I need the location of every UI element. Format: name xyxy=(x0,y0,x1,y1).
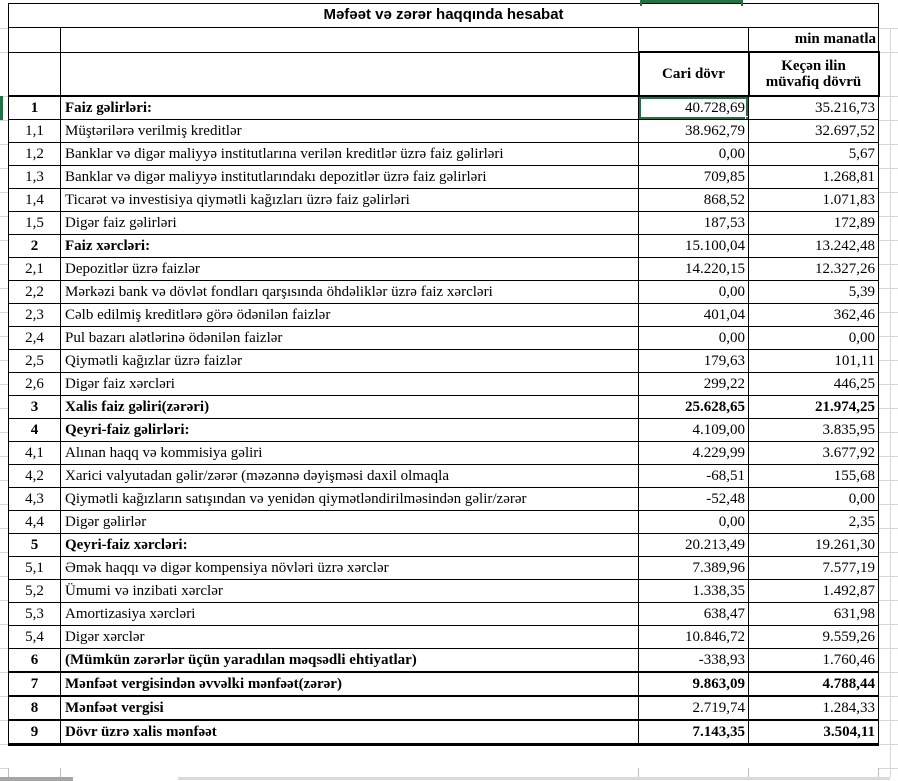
cell-empty[interactable] xyxy=(61,52,639,96)
cell-row-number[interactable]: 2,4 xyxy=(9,327,61,350)
cell-row-number[interactable]: 2,3 xyxy=(9,304,61,327)
cell-row-number[interactable]: 3 xyxy=(9,396,61,419)
rows-body xyxy=(9,4,879,745)
column-header-previous-line2: müvafiq dövrü xyxy=(765,74,862,90)
cell-current-value[interactable]: 38.962,79 xyxy=(639,120,749,143)
cell-previous-value[interactable]: 172,89 xyxy=(749,212,879,235)
table-row xyxy=(9,96,879,120)
cell-previous-value[interactable]: 362,46 xyxy=(749,304,879,327)
cell-current-value[interactable]: 0,00 xyxy=(639,281,749,304)
cell-previous-value[interactable]: 2,35 xyxy=(749,511,879,534)
cell-label[interactable]: Digər gəlirlər xyxy=(61,511,639,534)
cell-current-value[interactable]: 0,00 xyxy=(639,327,749,350)
cell-row-number[interactable]: 1,1 xyxy=(9,120,61,143)
table-row xyxy=(9,350,879,373)
cell-label[interactable]: Amortizasiya xərcləri xyxy=(61,603,639,626)
table-row xyxy=(9,281,879,304)
table-row xyxy=(9,120,879,143)
table-row xyxy=(9,511,879,534)
cell-current-value[interactable]: 20.213,49 xyxy=(639,534,749,557)
cell-label[interactable]: Banklar və digər maliyyə institutlarına verilən kreditlər üzrə faiz gəlirləri xyxy=(61,143,639,166)
cell-current-value[interactable]: 1.338,35 xyxy=(639,580,749,603)
table-row xyxy=(9,696,879,720)
title-row xyxy=(9,4,879,28)
cell-label[interactable]: Xalis faiz gəliri(zərəri) xyxy=(61,396,639,419)
cell-current-value[interactable]: 7.389,96 xyxy=(639,557,749,580)
cell-label[interactable]: Mərkəzi bank və dövlət fondları qarşısında öhdəliklər üzrə faiz xərcləri xyxy=(61,281,639,304)
cell-current-value[interactable]: -52,48 xyxy=(639,488,749,511)
cell-previous-value[interactable]: 3.504,11 xyxy=(749,720,879,745)
table-row xyxy=(9,327,879,350)
table-row xyxy=(9,166,879,189)
cell-current-value[interactable]: 868,52 xyxy=(639,189,749,212)
cell-previous-value[interactable]: 7.577,19 xyxy=(749,557,879,580)
cell-current-value[interactable]: 10.846,72 xyxy=(639,626,749,649)
gridline xyxy=(878,28,898,29)
cell-previous-value[interactable]: 5,67 xyxy=(749,143,879,166)
gridline xyxy=(638,768,639,777)
cell-row-number[interactable]: 6 xyxy=(9,649,61,673)
cell-row-number[interactable]: 4,1 xyxy=(9,442,61,465)
cell-label[interactable]: Xarici valyutadan gəlir/zərər (məzənnə dəyişməsi daxil olmaqla xyxy=(61,465,639,488)
cell-current-value[interactable]: 401,04 xyxy=(639,304,749,327)
bottom-partial-cell-dark xyxy=(0,777,73,781)
cell-row-number[interactable]: 9 xyxy=(9,720,61,745)
table-row xyxy=(9,304,879,327)
cell-previous-value[interactable]: 1.760,46 xyxy=(749,649,879,673)
cell-previous-value[interactable]: 5,39 xyxy=(749,281,879,304)
cell-current-value[interactable]: 4.229,99 xyxy=(639,442,749,465)
cell-previous-value[interactable]: 1.071,83 xyxy=(749,189,879,212)
cell-current-value[interactable]: 2.719,74 xyxy=(639,696,749,720)
cell-label[interactable]: (Mümkün zərərlər üçün yaradılan məqsədli ehtiyatlar) xyxy=(61,649,639,673)
cell-previous-value[interactable]: 4.788,44 xyxy=(749,672,879,696)
cell-previous-value[interactable]: 0,00 xyxy=(749,488,879,511)
table-row xyxy=(9,534,879,557)
cell-row-number[interactable]: 1 xyxy=(9,96,61,120)
cell-row-number[interactable]: 2,6 xyxy=(9,373,61,396)
cell-previous-value[interactable]: 3.835,95 xyxy=(749,419,879,442)
cell-current-value[interactable]: 7.143,35 xyxy=(639,720,749,745)
table-row xyxy=(9,143,879,166)
fill-handle-icon[interactable] xyxy=(745,116,749,120)
cell-current-value[interactable]: 299,22 xyxy=(639,373,749,396)
cell-row-number[interactable]: 5,3 xyxy=(9,603,61,626)
unit-note[interactable]: min manatla xyxy=(749,28,879,53)
column-header-current[interactable]: Cari dövr xyxy=(639,52,749,96)
column-header-previous-line1: Keçən ilin xyxy=(781,57,846,74)
table-row xyxy=(9,396,879,419)
cell-label[interactable]: Digər xərclər xyxy=(61,626,639,649)
cell-current-value[interactable]: 14.220,15 xyxy=(639,258,749,281)
cell-empty[interactable] xyxy=(639,28,749,53)
cell-label[interactable]: Banklar və digər maliyyə institutlarındakı depozitlər üzrə faiz gəlirləri xyxy=(61,166,639,189)
cell-empty[interactable] xyxy=(9,28,61,53)
report-table xyxy=(8,3,880,746)
cell-row-number[interactable]: 1,5 xyxy=(9,212,61,235)
gridline xyxy=(0,28,8,29)
cell-current-value[interactable]: 187,53 xyxy=(639,212,749,235)
cell-label[interactable]: Cəlb edilmiş kreditlərə görə ödənilən faizlər xyxy=(61,304,639,327)
bottom-partial-cell-light xyxy=(178,777,890,780)
gridline xyxy=(890,28,891,777)
table-row xyxy=(9,373,879,396)
cell-current-value[interactable]: 709,85 xyxy=(639,166,749,189)
cell-current-value[interactable]: 179,63 xyxy=(639,350,749,373)
table-row xyxy=(9,580,879,603)
table-row xyxy=(9,212,879,235)
cell-current-value[interactable]: 0,00 xyxy=(639,143,749,166)
cell-row-number[interactable]: 5,4 xyxy=(9,626,61,649)
cell-previous-value[interactable]: 101,11 xyxy=(749,350,879,373)
cell-label[interactable]: Pul bazarı alətlərinə ödənilən faizlər xyxy=(61,327,639,350)
report-title[interactable]: Məfəət və zərər haqqında hesabat xyxy=(9,4,879,28)
gridline xyxy=(8,768,9,777)
cell-label[interactable]: Qiymətli kağızlar üzrə faizlər xyxy=(61,350,639,373)
cell-current-value[interactable]: 9.863,09 xyxy=(639,672,749,696)
cell-previous-value[interactable]: 0,00 xyxy=(749,327,879,350)
selected-cell[interactable]: 40.728,69 xyxy=(639,96,749,120)
cell-label[interactable]: Depozitlər üzrə faizlər xyxy=(61,258,639,281)
cell-row-number[interactable]: 2 xyxy=(9,235,61,258)
cell-label[interactable]: Qiymətli kağızların satışından və yenidən qiymətləndirilməsindən gəlir/zərər xyxy=(61,488,639,511)
cell-row-number[interactable]: 2,5 xyxy=(9,350,61,373)
cell-previous-value[interactable]: 35.216,73 xyxy=(749,96,879,120)
cell-row-number[interactable]: 8 xyxy=(9,696,61,720)
cell-row-number[interactable]: 4,2 xyxy=(9,465,61,488)
cell-row-number[interactable]: 4,4 xyxy=(9,511,61,534)
gridline xyxy=(0,52,8,53)
cell-row-number[interactable]: 2,2 xyxy=(9,281,61,304)
table-row xyxy=(9,720,879,745)
column-selection-indicator-stub-right xyxy=(741,0,743,6)
cell-label[interactable]: Faiz gəlirləri: xyxy=(61,96,639,120)
cell-row-number[interactable]: 5,2 xyxy=(9,580,61,603)
gridline xyxy=(748,768,749,777)
cell-current-value[interactable]: 15.100,04 xyxy=(639,235,749,258)
left-gridline-strip xyxy=(0,96,8,769)
table-row xyxy=(9,672,879,696)
cell-current-value[interactable]: -338,93 xyxy=(639,649,749,673)
cell-label[interactable]: Mənfəət vergisindən əvvəlki mənfəət(zərər) xyxy=(61,672,639,696)
cell-label[interactable]: Ümumi və inzibati xərclər xyxy=(61,580,639,603)
cell-previous-value[interactable]: 1.284,33 xyxy=(749,696,879,720)
cell-previous-value[interactable]: 1.268,81 xyxy=(749,166,879,189)
right-gridline-strip xyxy=(878,96,898,769)
cell-previous-value[interactable]: 19.261,30 xyxy=(749,534,879,557)
cell-current-value[interactable]: 638,47 xyxy=(639,603,749,626)
table-row xyxy=(9,258,879,281)
cell-label[interactable]: Müştərilərə verilmiş kreditlər xyxy=(61,120,639,143)
cell-row-number[interactable]: 4,3 xyxy=(9,488,61,511)
cell-row-number[interactable]: 5 xyxy=(9,534,61,557)
cell-current-value[interactable]: 0,00 xyxy=(639,511,749,534)
table-row xyxy=(9,557,879,580)
cell-label[interactable]: Mənfəət vergisi xyxy=(61,696,639,720)
cell-row-number[interactable]: 4 xyxy=(9,419,61,442)
gridline xyxy=(878,52,898,53)
table-row xyxy=(9,419,879,442)
cell-previous-value[interactable]: 1.492,87 xyxy=(749,580,879,603)
cell-previous-value[interactable]: 9.559,26 xyxy=(749,626,879,649)
cell-previous-value[interactable]: 155,68 xyxy=(749,465,879,488)
cell-row-number[interactable]: 2,1 xyxy=(9,258,61,281)
cell-label[interactable]: Dövr üzrə xalis mənfəət xyxy=(61,720,639,745)
table-row xyxy=(9,626,879,649)
cell-label[interactable]: Qeyri-faiz gəlirləri: xyxy=(61,419,639,442)
cell-previous-value[interactable]: 631,98 xyxy=(749,603,879,626)
cell-label[interactable]: Digər faiz gəlirləri xyxy=(61,212,639,235)
table-row xyxy=(9,442,879,465)
cell-previous-value[interactable]: 12.327,26 xyxy=(749,258,879,281)
cell-label[interactable]: Əmək haqqı və digər kompensiya növləri üzrə xərclər xyxy=(61,557,639,580)
cell-current-value[interactable]: -68,51 xyxy=(639,465,749,488)
cell-previous-value[interactable]: 13.242,48 xyxy=(749,235,879,258)
header-row xyxy=(9,52,879,96)
table-row xyxy=(9,235,879,258)
cell-current-value[interactable]: 25.628,65 xyxy=(639,396,749,419)
cell-label[interactable]: Faiz xərcləri: xyxy=(61,235,639,258)
column-selection-indicator xyxy=(640,0,743,3)
table-row xyxy=(9,649,879,673)
cell-row-number[interactable]: 7 xyxy=(9,672,61,696)
table-row xyxy=(9,189,879,212)
cell-previous-value[interactable]: 32.697,52 xyxy=(749,120,879,143)
cell-label[interactable]: Alınan haqq və kommisiya gəliri xyxy=(61,442,639,465)
cell-label[interactable]: Ticarət və investisiya qiymətli kağızları üzrə faiz gəlirləri xyxy=(61,189,639,212)
cell-empty[interactable] xyxy=(9,52,61,96)
cell-row-number[interactable]: 1,2 xyxy=(9,143,61,166)
table-row xyxy=(9,603,879,626)
row-selection-indicator xyxy=(0,96,3,120)
cell-label[interactable]: Qeyri-faiz xərcləri: xyxy=(61,534,639,557)
cell-row-number[interactable]: 1,4 xyxy=(9,189,61,212)
table-row xyxy=(9,465,879,488)
cell-label[interactable]: Digər faiz xərcləri xyxy=(61,373,639,396)
column-selection-indicator-stub-left xyxy=(640,0,642,6)
cell-previous-value[interactable]: 21.974,25 xyxy=(749,396,879,419)
cell-previous-value[interactable]: 3.677,92 xyxy=(749,442,879,465)
cell-previous-value[interactable]: 446,25 xyxy=(749,373,879,396)
table-row xyxy=(9,488,879,511)
cell-row-number[interactable]: 5,1 xyxy=(9,557,61,580)
column-header-previous[interactable] xyxy=(749,52,879,96)
gridline xyxy=(60,768,61,777)
unit-row xyxy=(9,28,879,53)
cell-empty[interactable] xyxy=(61,28,639,53)
cell-row-number[interactable]: 1,3 xyxy=(9,166,61,189)
cell-current-value[interactable]: 4.109,00 xyxy=(639,419,749,442)
gridline xyxy=(878,768,879,777)
